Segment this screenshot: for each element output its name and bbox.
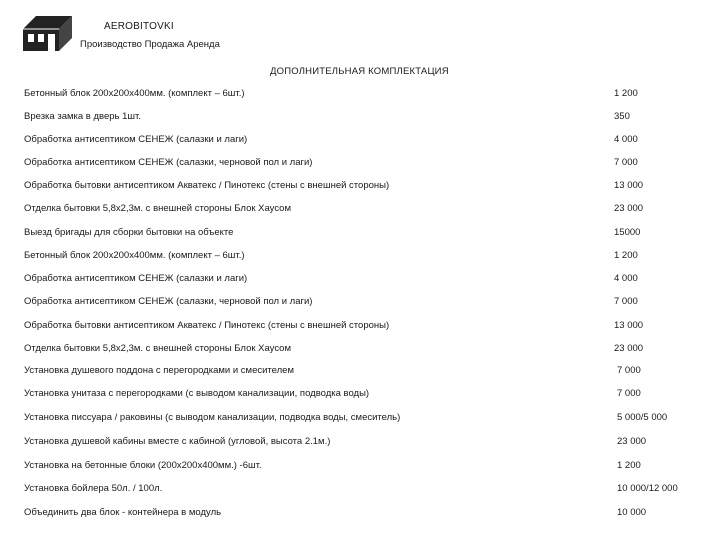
- item-name: Врезка замка в дверь 1шт.: [24, 111, 141, 122]
- item-name: Обработка антисептиком СЕНЕЖ (салазки и лаги): [24, 134, 248, 145]
- price-row: [0, 364, 720, 378]
- item-name: Установка унитаза с перегородками (с выводом канализации, подводка воды): [24, 388, 370, 399]
- price-row: [0, 249, 720, 263]
- item-name: Обработка антисептиком СЕНЕЖ (салазки, черновой пол и лаги): [24, 296, 313, 307]
- item-price: 13 000: [614, 320, 644, 331]
- price-row: [0, 342, 720, 356]
- item-price: 23 000: [614, 203, 644, 214]
- item-name: Установка бойлера 50л. / 100л.: [24, 483, 163, 494]
- item-name: Отделка бытовки 5,8х2,3м. с внешней стороны Блок Хаусом: [24, 343, 291, 354]
- price-row: [0, 133, 720, 147]
- item-name: Обработка антисептиком СЕНЕЖ (салазки, черновой пол и лаги): [24, 157, 313, 168]
- price-row: [0, 156, 720, 170]
- item-name: Установка душевого поддона с перегородками и смесителем: [24, 365, 294, 376]
- item-name: Объединить два блок - контейнера в модуль: [24, 507, 222, 518]
- price-row: [0, 179, 720, 193]
- item-name: Бетонный блок 200х200х400мм. (комплект – 6шт.): [24, 250, 245, 261]
- item-price: 23 000: [614, 343, 644, 354]
- item-price: 350: [614, 111, 630, 122]
- item-price: 13 000: [614, 180, 644, 191]
- price-row: [0, 272, 720, 286]
- item-name: Обработка бытовки антисептиком Акватекс / Пинотекс (стены с внешней стороны): [24, 180, 390, 191]
- section-title: ДОПОЛНИТЕЛЬНАЯ КОМПЛЕКТАЦИЯ: [270, 66, 449, 77]
- price-row: [0, 459, 720, 473]
- price-row: [0, 411, 720, 425]
- item-price: 1 200: [614, 88, 638, 99]
- price-row: [0, 387, 720, 401]
- price-row: [0, 482, 720, 496]
- item-name: Выезд бригады для сборки бытовки на объекте: [24, 227, 234, 238]
- item-price: 7 000: [617, 365, 641, 376]
- item-price: 7 000: [617, 388, 641, 399]
- item-name: Обработка бытовки антисептиком Акватекс / Пинотекс (стены с внешней стороны): [24, 320, 390, 331]
- item-name: Отделка бытовки 5,8х2,3м. с внешней стороны Блок Хаусом: [24, 203, 291, 214]
- price-row: [0, 202, 720, 216]
- item-price: 7 000: [614, 157, 638, 168]
- item-name: Установка на бетонные блоки (200х200х400мм.) -6шт.: [24, 460, 262, 471]
- item-price: 10 000/12 000: [617, 483, 678, 494]
- price-row: [0, 435, 720, 449]
- item-name: Установка писсуара / раковины (с выводом канализации, подводка воды, смеситель): [24, 412, 401, 423]
- item-name: Бетонный блок 200х200х400мм. (комплект – 6шт.): [24, 88, 245, 99]
- price-row: [0, 295, 720, 309]
- item-price: 4 000: [614, 273, 638, 284]
- brand-tagline: Производство Продажа Аренда: [80, 39, 220, 50]
- price-row: [0, 226, 720, 240]
- price-row: [0, 87, 720, 101]
- item-price: 1 200: [617, 460, 641, 471]
- brand-name: AEROBITOVKI: [104, 21, 174, 32]
- item-price: 23 000: [617, 436, 647, 447]
- price-row: [0, 506, 720, 520]
- item-name: Установка душевой кабины вместе с кабиной (угловой, высота 2.1м.): [24, 436, 331, 447]
- item-price: 10 000: [617, 507, 647, 518]
- price-row: [0, 110, 720, 124]
- item-price: 4 000: [614, 134, 638, 145]
- item-price: 5 000/5 000: [617, 412, 668, 423]
- price-row: [0, 319, 720, 333]
- item-price: 7 000: [614, 296, 638, 307]
- item-name: Обработка антисептиком СЕНЕЖ (салазки и лаги): [24, 273, 248, 284]
- item-price: 15000: [614, 227, 641, 238]
- item-price: 1 200: [614, 250, 638, 261]
